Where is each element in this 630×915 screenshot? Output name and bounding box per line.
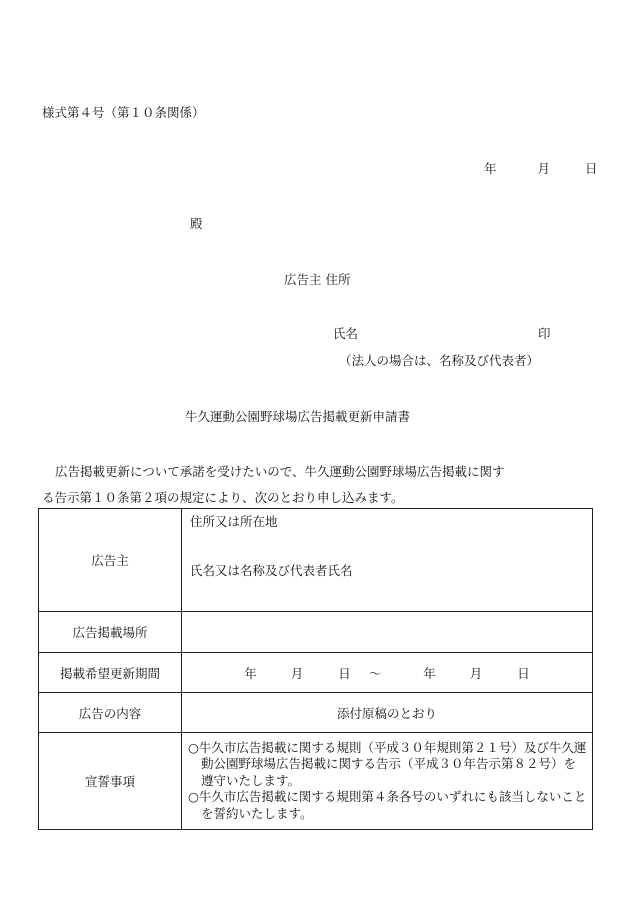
date-year: 年 [484,161,497,176]
table-row-location [39,612,593,653]
applicant-name-label: 氏名 [333,326,359,341]
advertiser-cell[interactable] [182,509,593,612]
period-day-2: 日 [517,665,530,681]
pledge-item-2: ○牛久市広告掲載に関する規則第４条各号のいずれにも該当しないことを誓約いたします。 [188,789,587,821]
addressee-suffix: 殿 [190,216,203,231]
seal-mark: 印 [538,326,551,341]
body-line-2: る告示第１０条第２項の規定により、次のとおり申し込みます。 [42,490,404,505]
corporate-note: （法人の場合は、名称及び代表者） [339,353,540,368]
table-row-advertiser [39,509,593,612]
applicant-address-label: 広告主 住所 [284,272,351,287]
pledge-cell [182,733,593,830]
pledge-item-1: ○牛久市広告掲載に関する規則（平成３０年規則第２１号）及び牛久運動公園野球場広告掲載に関する告示（平成３０年告示第８２号）を遵守いたします。 [188,739,587,788]
table-row-period [39,653,593,693]
period-day-1: 日 [338,665,351,681]
table-row-pledge [39,733,593,830]
date-day: 日 [585,161,598,176]
location-value-cell[interactable] [182,612,593,653]
content-value: 添付原稿のとおり [182,693,593,733]
pledge-label: 宣誓事項 [39,733,182,830]
advertiser-address-label: 住所又は所在地 [190,514,278,529]
period-year-2: 年 [423,665,436,681]
date-month: 月 [537,161,551,176]
body-line-1: 広告掲載更新について承諾を受けたいので、牛久運動公園野球場広告掲載に関す [55,464,505,479]
location-label: 広告掲載場所 [39,612,182,653]
period-year-1: 年 [244,665,257,681]
form-number: 様式第４号（第１０条関係） [42,105,205,120]
application-table [38,508,593,830]
advertiser-name-label: 氏名又は名称及び代表者氏名 [190,563,353,578]
period-tilde: ～ [368,665,382,681]
advertiser-label: 広告主 [39,509,182,612]
body-paragraph [42,459,602,511]
date-line [484,159,598,177]
document-title: 牛久運動公園野球場広告掲載更新申請書 [185,409,411,424]
content-label: 広告の内容 [39,693,182,733]
period-month-2: 月 [469,665,483,681]
period-value-cell[interactable] [182,653,593,693]
period-label: 掲載希望更新期間 [39,653,182,693]
period-month-1: 月 [290,665,304,681]
table-row-content [39,693,593,733]
